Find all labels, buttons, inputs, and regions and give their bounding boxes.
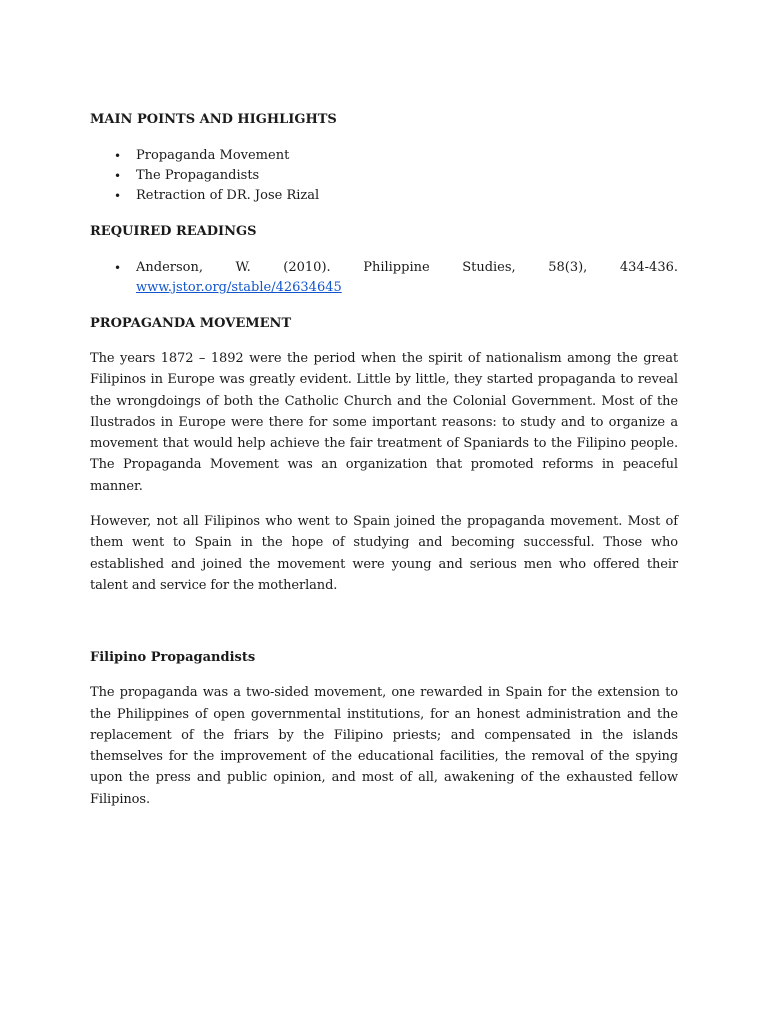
citation-line: [136, 258, 678, 278]
citation-journal-2: Studies,: [462, 260, 516, 275]
list-item: [90, 186, 678, 206]
bullet-icon: •: [114, 189, 122, 203]
document-page: [90, 110, 678, 810]
citation-journal: Philippine: [363, 260, 430, 275]
filipino-propagandists-heading: Filipino Propagandists: [90, 650, 256, 666]
citation-volume: 58(3),: [548, 260, 588, 275]
list-item-text: The Propagandists: [136, 168, 260, 183]
citation-year: (2010).: [283, 260, 331, 275]
citation-pages: 434-436.: [619, 260, 678, 275]
list-item: [90, 146, 678, 166]
propaganda-paragraph-1: The years 1872 – 1892 were the period when the spirit of nationalism among the great Filipinos in Europe was greatly evident. Little by little, they started propaganda to reveal the wrongdoings of both the Catholic Church and the Colonial Government. Most of the Ilustrados in Europe were there for some important reasons: to study and to organize a movement that would help achieve the fair treatment of Spaniards to the Filipino people. The Propaganda Movement was an organization that promoted reforms in peaceful manner.: [90, 351, 678, 494]
readings-list: [90, 258, 678, 298]
propaganda-paragraph-2: However, not all Filipinos who went to Spain joined the propaganda movement. Most of them went to Spain in the hope of studying and becoming successful. Those who established and joined the movement were young and serious men who offered their talent and service for the motherland.: [90, 514, 678, 593]
citation-item: [90, 258, 678, 298]
bullet-icon: •: [114, 261, 122, 275]
propagandists-paragraph: The propaganda was a two-sided movement, one rewarded in Spain for the extension to the Philippines of open governmental institutions, for an honest administration and the replacement of the friars by the Filipino priests; and compensated in the islands themselves for the improvement of the educational facilities, the removal of the spying upon the press and public opinion, and most of all, awakening of the exhausted fellow Filipinos.: [90, 685, 678, 807]
required-readings-heading: REQUIRED READINGS: [90, 224, 257, 239]
propaganda-movement-heading: PROPAGANDA MOVEMENT: [90, 316, 292, 331]
main-points-list: [90, 146, 678, 206]
bullet-icon: •: [114, 169, 122, 183]
citation-author: Anderson,: [136, 260, 203, 275]
list-item-text: Retraction of DR. Jose Rizal: [136, 188, 320, 203]
citation-link[interactable]: www.jstor.org/stable/42634645: [136, 280, 342, 295]
main-points-heading: MAIN POINTS AND HIGHLIGHTS: [90, 112, 337, 127]
list-item-text: Propaganda Movement: [136, 148, 290, 163]
bullet-icon: •: [114, 149, 122, 163]
citation-initial: W.: [235, 260, 251, 275]
list-item: [90, 166, 678, 186]
